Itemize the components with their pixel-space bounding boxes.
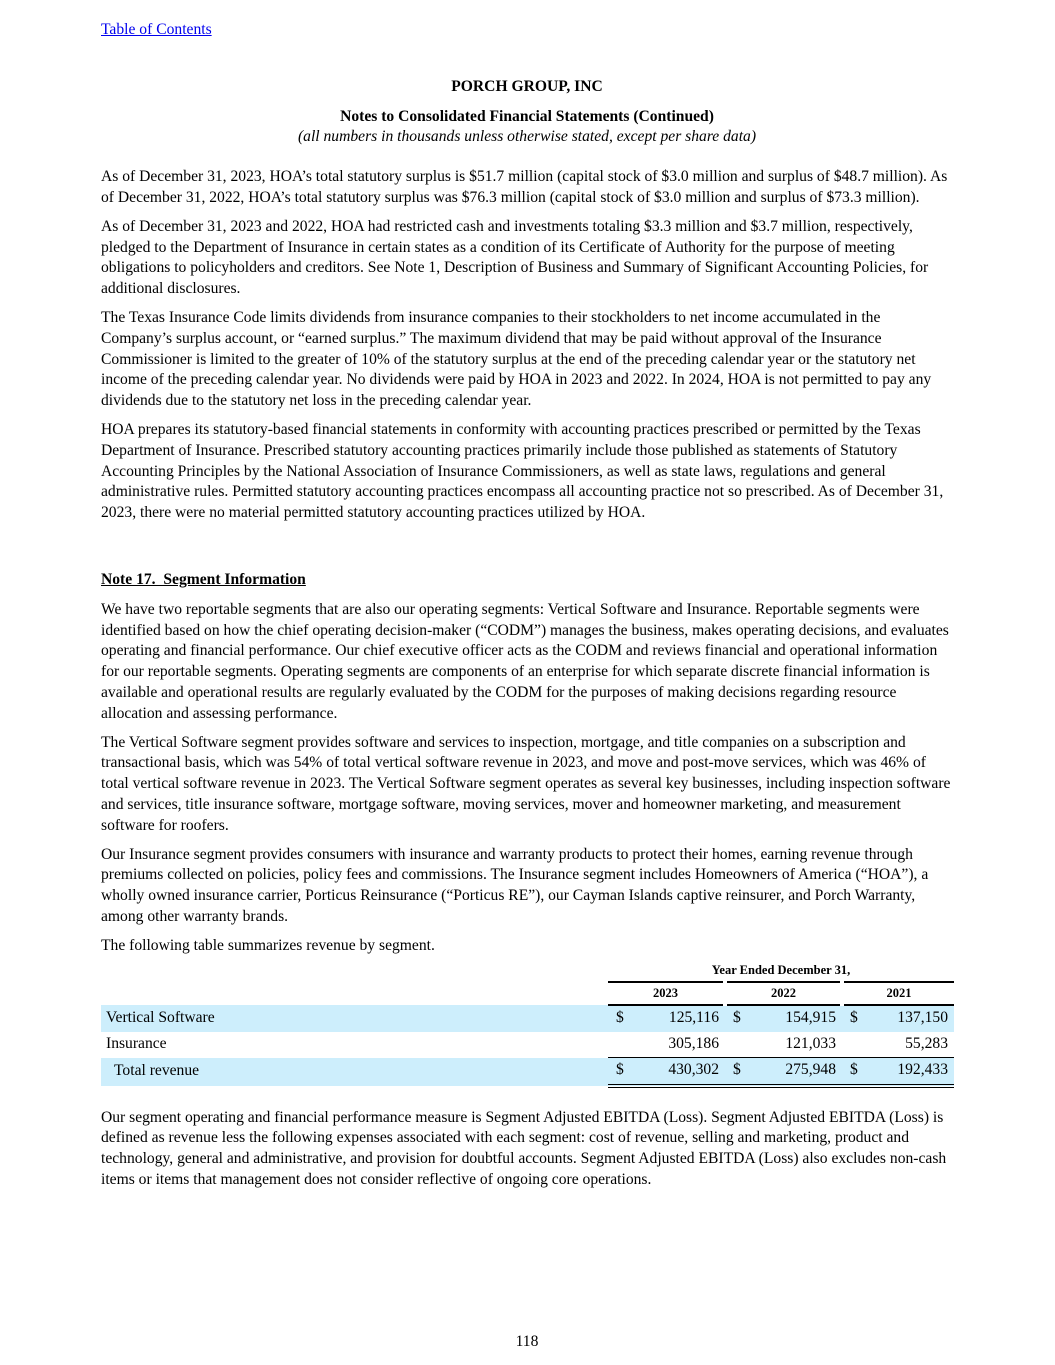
paragraph: Our segment operating and financial performance measure is Segment Adjusted EBITDA (Loss). Segment Adjusted EBITDA (Loss) is defined as revenue less the following expenses associated with each segment: cost of revenue, selling and marketing, product and technology, general and administrative, and provision for doubtful accounts. Segment Adjusted EBITDA (Loss) also excludes non-cash items or items that management does not consider reflective of ongoing core operations. <box>101 1108 947 1188</box>
currency-symbol: $ <box>725 1058 749 1086</box>
table-row <box>101 1032 954 1058</box>
paragraph: As of December 31, 2023, HOA’s total statutory surplus is $51.7 million (capital stock of $3.0 million and surplus of $48.7 million). As of December 31, 2022, HOA’s total statutory surplus was $76.3 million (capital stock of $3.0 million and surplus of $73.3 million). <box>101 168 948 206</box>
paragraph: The following table summarizes revenue by segment. <box>101 936 435 954</box>
cell-value: 137,150 <box>866 1005 954 1032</box>
table-of-contents-link[interactable]: Table of Contents <box>101 21 212 38</box>
row-label: Total revenue <box>101 1058 608 1086</box>
row-label: Insurance <box>106 1035 167 1053</box>
notes-title: Notes to Consolidated Financial Statements (Continued) <box>340 107 714 125</box>
table-row <box>101 1058 954 1086</box>
paragraph: Our Insurance segment provides consumers with insurance and warranty products to protect their homes, earning revenue through premiums collected on policies, policy fees and commissions. The Insurance segment includes Homeowners of America (“HOA”), a wholly owned insurance carrier, Porticus Reinsurance (“Porticus RE”), our Cayman Islands captive reinsurer, and Porch Warranty, among other warranty brands. <box>101 845 929 925</box>
paragraph: As of December 31, 2023 and 2022, HOA had restricted cash and investments totaling $3.3 million and $3.7 million, respectively, pledged to the Department of Insurance in certain states as a condition of its Certificate of Authority for the purpose of meeting obligations to policyholders and creditors. See Note 1, Description of Business and Summary of Significant Accounting Policies, for additional disclosures. <box>101 217 929 298</box>
row-label: Vertical Software <box>101 1005 608 1032</box>
cell-value: 192,433 <box>866 1058 954 1086</box>
table-row <box>101 1005 954 1032</box>
currency-symbol <box>608 1032 632 1058</box>
revenue-by-segment-table <box>101 960 954 1087</box>
cell-value: 275,948 <box>749 1058 842 1086</box>
cell-value: 121,033 <box>785 1034 836 1052</box>
currency-symbol: $ <box>608 1058 632 1086</box>
cell-value: 125,116 <box>632 1005 725 1032</box>
currency-symbol: $ <box>842 1058 866 1086</box>
cell-value: 55,283 <box>905 1034 948 1052</box>
paragraph: HOA prepares its statutory-based financial statements in conformity with accounting practices prescribed or permitted by the Texas Department of Insurance. Prescribed statutory accounting practices primarily include those published as statements of Statutory Accounting Principles by the National Association of Insurance Commissioners, as well as state laws, regulations and general administrative rules. Permitted statutory accounting practices encompass all accounting practice not so prescribed. As of December 31, 2023, there were no material permitted statutory accounting practices utilized by HOA. <box>101 420 944 522</box>
currency-symbol: $ <box>842 1005 866 1032</box>
cell-value: 430,302 <box>632 1058 725 1086</box>
paragraph: The Vertical Software segment provides software and services to inspection, mortgage, and title companies on a subscription and transactional basis, which was 54% of total vertical software revenue in 2023, and move and post-move services, which was 46% of total vertical software revenue in 2023. The Vertical Software segment operates as several key businesses, including inspection software and services, title insurance software, mortgage software, moving services, mover and homeowner marketing, and measurement software for roofers. <box>101 733 951 834</box>
units-note: (all numbers in thousands unless otherwise stated, except per share data) <box>297 128 757 146</box>
cell-value: 305,186 <box>668 1034 719 1052</box>
currency-symbol: $ <box>725 1005 749 1032</box>
company-name: PORCH GROUP, INC <box>451 77 603 95</box>
currency-symbol: $ <box>608 1005 632 1032</box>
year-header: 2022 <box>725 982 842 1005</box>
paragraph: We have two reportable segments that are also our operating segments: Vertical Software and Insurance. Reportable segments were identified based on how the chief operating decision-maker (“CODM”) manages the business, makes operating decisions, and evaluates operating and financial performance. Our chief executive officer acts as the CODM and reviews financial and operational information for our reportable segments. Operating segments are components of an enterprise for which separate discrete financial information is available and operational results are regularly evaluated by the CODM for the purposes of making decisions regarding resource allocation and assessing performance. <box>101 600 949 722</box>
cell-value: 154,915 <box>749 1005 842 1032</box>
page-number: 118 <box>515 1333 539 1351</box>
paragraph: The Texas Insurance Code limits dividends from insurance companies to their stockholders to net income accumulated in the Company’s surplus account, or “earned surplus.” The maximum dividend that may be paid without approval of the Insurance Commissioner is limited to the greater of 10% of the statutory surplus at the end of the preceding calendar year or the statutory net income of the preceding calendar year. No dividends were paid by HOA in 2023 and 2022. In 2024, HOA is not permitted to pay any dividends due to the statutory net loss in the preceding calendar year. <box>101 308 932 410</box>
year-header: 2023 <box>608 982 725 1005</box>
period-header: Year Ended December 31, <box>608 960 954 982</box>
year-header: 2021 <box>842 982 954 1005</box>
note-heading: Note 17. Segment Information <box>101 570 306 588</box>
